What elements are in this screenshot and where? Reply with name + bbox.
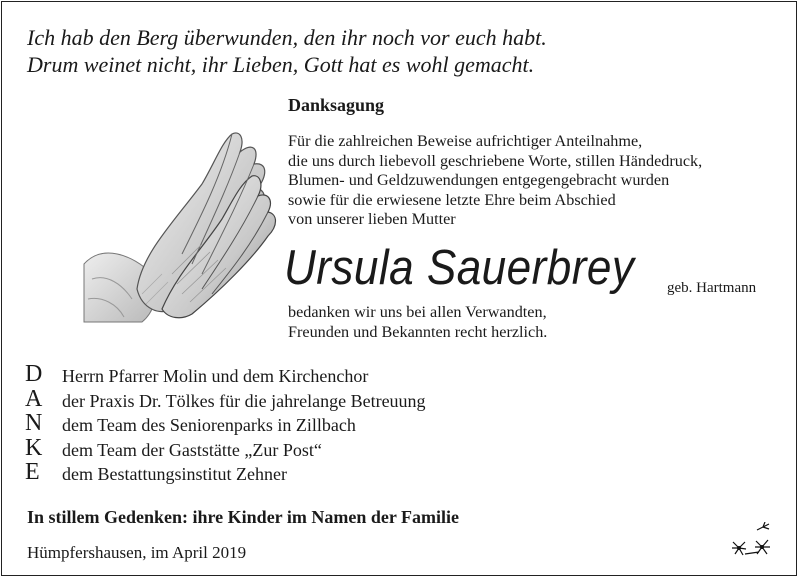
intro-line: Blumen- und Geldzuwendungen entgegengebracht wurden: [288, 171, 670, 190]
deceased-name: Ursula Sauerbrey: [284, 241, 635, 295]
danke-text: Herrn Pfarrer Molin und dem Kirchenchor: [62, 366, 369, 386]
intro-line: von unserer lieben Mutter: [288, 210, 456, 229]
birth-name: geb. Hartmann: [667, 280, 757, 296]
thanks-line: Freunden und Bekannten recht herzlich.: [288, 323, 548, 341]
intro-line: sowie für die erwiesene letzte Ehre beim Abschied: [288, 190, 616, 209]
danke-text: dem Team der Gaststätte „Zur Post“: [62, 439, 322, 460]
verse: [27, 24, 587, 78]
intro-line: die uns durch liebevoll geschriebene Worte, stillen Händedruck,: [288, 151, 703, 170]
danke-letter: D: [25, 361, 43, 387]
danke-text: der Praxis Dr. Tölkes für die jahrelange Betreuung: [62, 390, 426, 411]
danke-letter: K: [25, 434, 43, 461]
heading-danksagung: Danksagung: [288, 95, 385, 115]
deceased-name-row: [284, 240, 673, 296]
verse-line-1: Ich hab den Berg überwunden, den ihr noch vor euch habt.: [27, 25, 547, 50]
obituary-card: [1, 1, 797, 576]
danke-text: dem Team des Seniorenparks in Zillbach: [62, 415, 356, 435]
thanks-text: [288, 302, 547, 342]
danke-letter: E: [25, 459, 40, 485]
danke-text: dem Bestattungsinstitut Zehner: [62, 464, 287, 484]
intro-line: Für die zahlreichen Beweise aufrichtiger Anteilnahme,: [288, 132, 643, 150]
thanks-line: bedanken wir uns bei allen Verwandten,: [288, 303, 547, 321]
place-date: Hümpfershausen, im April 2019: [27, 543, 247, 562]
flowers-icon: [729, 522, 779, 562]
verse-line-2: Drum weinet nicht, ihr Lieben, Gott hat es wohl gemacht.: [27, 52, 535, 77]
intro-text: [288, 132, 768, 230]
closing-line: In stillem Gedenken: ihre Kinder im Namen der Familie: [27, 507, 459, 527]
praying-hands-icon: [82, 114, 312, 324]
danke-letter: A: [25, 385, 43, 412]
danke-letter: N: [25, 410, 43, 436]
